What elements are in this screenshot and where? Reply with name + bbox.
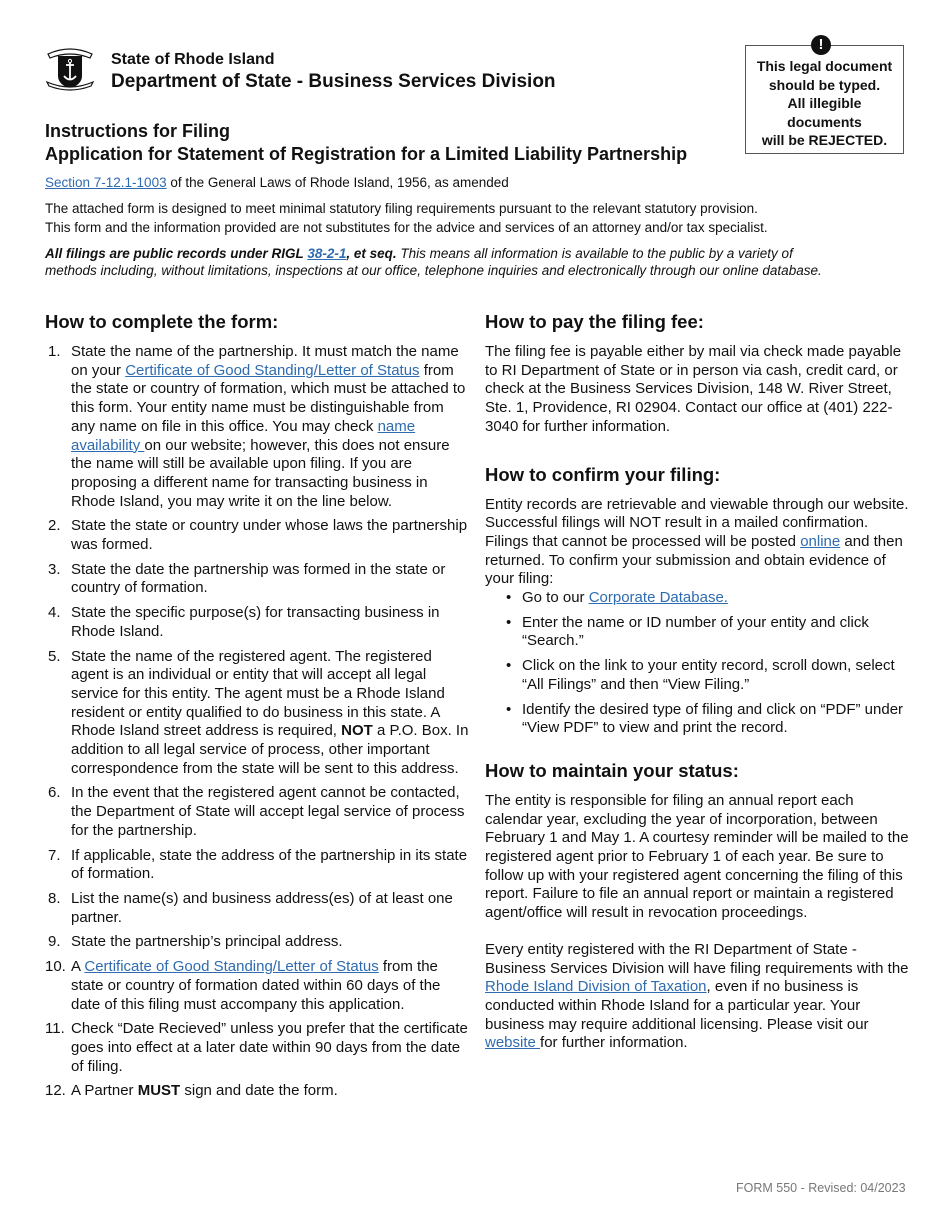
form-revision: FORM 550 - Revised: 04/2023 — [736, 1181, 906, 1195]
list-item — [45, 1082, 470, 1101]
pay-fee-section — [485, 311, 915, 437]
page-subtitle: Application for Statement of Registration for a Limited Liability Partnership — [45, 144, 688, 164]
step-number: 7. — [48, 846, 61, 864]
step-number: 6. — [48, 784, 61, 802]
step-number: 9. — [48, 933, 61, 951]
bullet-icon: • — [506, 589, 512, 607]
step-text: State the specific purpose(s) for transacting business in Rhode Island. — [71, 604, 440, 640]
warning-line: documents — [787, 113, 862, 130]
step-number: 1. — [48, 343, 61, 360]
section-heading: How to maintain your status: — [485, 759, 739, 781]
maintain-section — [485, 760, 915, 1053]
online-link[interactable]: online — [800, 532, 841, 550]
step-number: 10. — [45, 958, 66, 976]
step-text: Check “Date Recieved” unless you prefer that the certificate goes into effect at a later date within 90 days from the date of filing. — [71, 1020, 468, 1075]
disclaimer — [45, 199, 845, 237]
step-text: A — [71, 958, 85, 976]
list-item — [485, 701, 915, 738]
exclamation-icon: ! — [811, 35, 831, 55]
step-number: 4. — [48, 604, 61, 622]
website-link[interactable]: website — [485, 1034, 541, 1052]
list-item — [45, 648, 470, 779]
list-item — [45, 784, 470, 840]
bullet-icon: • — [506, 613, 512, 631]
step-text: sign and date the form. — [180, 1082, 338, 1100]
corporate-database-link[interactable]: Corporate Database. — [588, 589, 728, 607]
taxation-text — [485, 941, 915, 1053]
section-heading: How to complete the form: — [45, 311, 279, 332]
step-text: If applicable, state the address of the partnership in its state of formation. — [71, 846, 468, 883]
certificate-link[interactable]: Certificate of Good Standing/Letter of Status — [84, 958, 379, 976]
steps-list — [45, 343, 470, 1101]
list-item — [45, 890, 470, 927]
step-number: 5. — [48, 647, 61, 665]
bullet-text: Enter the name or ID number of your entity and click “Search.” — [522, 613, 869, 650]
step-number: 11. — [45, 1020, 65, 1038]
step-text: State the partnership’s principal address. — [71, 933, 343, 951]
list-item — [45, 517, 470, 554]
warning-line: should be typed. — [768, 76, 881, 93]
step-text: a P.O. Box. In addition to all legal service of process, other important correspondence from the state will be sent to this address. — [71, 722, 469, 777]
right-column — [485, 311, 915, 1053]
section-link[interactable]: Section 7-12.1-1003 — [45, 175, 167, 190]
list-item — [485, 589, 915, 608]
rhode-island-seal-icon — [44, 42, 96, 94]
section-heading: How to confirm your filing: — [485, 463, 721, 485]
list-item — [45, 933, 470, 952]
step-number: 12. — [45, 1082, 66, 1100]
bullet-icon: • — [506, 657, 512, 675]
typed-warning-box — [745, 45, 904, 154]
step-number: 3. — [48, 560, 61, 578]
bullet-text: Go to our — [522, 589, 589, 607]
header-department: Department of State - Business Services Division — [111, 71, 556, 92]
confirm-section — [485, 464, 915, 738]
list-item — [45, 958, 470, 1014]
list-item — [45, 604, 470, 641]
et-seq: , et seq. — [346, 246, 397, 261]
step-number: 8. — [48, 889, 61, 907]
list-item — [45, 847, 470, 884]
confirm-text-a: Entity records are retrievable and viewable through our website. Successful filings will NOT result in a mailed confirmation. Filings that cannot be processed will be posted — [485, 495, 909, 550]
bullet-text: Click on the link to your entity record, scroll down, select “All Filings” and then “View Filing.” — [522, 657, 895, 693]
taxation-text-a: Every entity registered with the RI Department of State - Business Services Division will have filing requirements with the — [485, 940, 909, 977]
step-text: State the name of the partnership. It must match the name on your — [71, 343, 459, 379]
step-text: In the event that the registered agent cannot be contacted, the Department of State will accept legal service of process for the partnership. — [71, 784, 465, 839]
warning-line: All illegible — [787, 95, 862, 111]
maintain-text: The entity is responsible for filing an annual report each calendar year, excluding the year of incorporation, between February 1 and May 1. A courtesy reminder will be mailed to the registered agent prior to February 1 of each year. Be sure to follow up with your registered agent concerning the filing of this report. Failure to file an annual report or maintain a registered agent/office will result in revocation proceedings. — [485, 791, 909, 922]
confirm-text — [485, 496, 915, 590]
certificate-link[interactable]: Certificate of Good Standing/Letter of Status — [125, 361, 420, 379]
disclaimer-line: This form and the information provided are not substitutes for the advice and services of an attorney and/or tax specialist. — [45, 220, 768, 235]
bullet-icon: • — [506, 700, 512, 718]
list-item — [485, 614, 915, 651]
division-of-taxation-link[interactable]: Rhode Island Division of Taxation — [485, 978, 707, 996]
step-number: 2. — [48, 517, 61, 535]
list-item — [45, 1020, 470, 1076]
public-records-text: This means all information is available to the public by a variety of methods including, without limitations, inspections at our office, telephone inquiries and electronically through our online database. — [45, 246, 822, 278]
statute-text: of the General Laws of Rhode Island, 1956, as amended — [166, 175, 509, 190]
public-records-bold: All filings are public records under RIGL — [45, 246, 308, 261]
complete-form-section — [45, 311, 470, 1107]
step-text: State the state or country under whose laws the partnership was formed. — [71, 517, 468, 554]
step-text: List the name(s) and business address(es) of at least one partner. — [71, 889, 453, 926]
statute-reference — [45, 175, 509, 190]
pay-fee-text: The filing fee is payable either by mail via check made payable to RI Department of State or in person via cash, credit card, or check at the Business Services Division, 148 W. River Street, Ste. 1, Providence, RI 02904. Contact our office at (401) 222-3040 for further information. — [485, 343, 902, 435]
section-heading: How to pay the filing fee: — [485, 311, 704, 332]
bullet-text: Identify the desired type of filing and click on “PDF” under “View PDF” to view and print the record. — [522, 700, 904, 737]
emphasis: MUST — [137, 1082, 181, 1100]
emphasis: NOT — [341, 722, 373, 740]
confirm-steps — [485, 589, 915, 738]
rigl-link[interactable]: 38-2-1 — [307, 246, 347, 261]
warning-line: This legal document — [756, 58, 893, 74]
step-text: A Partner — [71, 1082, 138, 1100]
step-text: on our website; however, this does not ensure the name will still be available upon filing. If you are proposing a different name for transacting business in Rhode Island, you may write it on the line below. — [71, 436, 450, 510]
name-availability-link[interactable]: name availability — [71, 417, 416, 454]
step-text: from the state or country of formation dated within 60 days of the date of this filing must accompany this application. — [71, 958, 441, 1013]
step-text: from the state or country of formation, which must be attached to this form. Your entity name must be distinguishable from any name on file in this office. You may check — [71, 361, 466, 435]
step-text: State the date the partnership was formed in the state or country of formation. — [71, 560, 446, 597]
public-records-notice — [45, 245, 825, 279]
page-title: Instructions for Filing — [45, 121, 230, 141]
taxation-text-b: , even if no business is conducted within Rhode Island for a particular year. Your business may require additional licensing. Please visit our — [485, 978, 869, 1033]
warning-line: will be REJECTED. — [761, 132, 888, 148]
confirm-text-b: and then returned. To confirm your submission and obtain evidence of your filing: — [485, 532, 903, 588]
list-item — [45, 343, 470, 511]
step-text: State the name of the registered agent. The registered agent is an individual or entity that will accept all legal service for this entity. The agent must be a Rhode Island resident or entity qualified to do business in this state. A Rhode Island street address is required, — [71, 647, 445, 740]
list-item — [45, 561, 470, 598]
taxation-text-c: for further information. — [540, 1034, 688, 1052]
header-state: State of Rhode Island — [111, 51, 275, 68]
list-item — [485, 657, 915, 694]
disclaimer-line: The attached form is designed to meet minimal statutory filing requirements pursuant to the relevant statutory provision. — [45, 201, 758, 216]
